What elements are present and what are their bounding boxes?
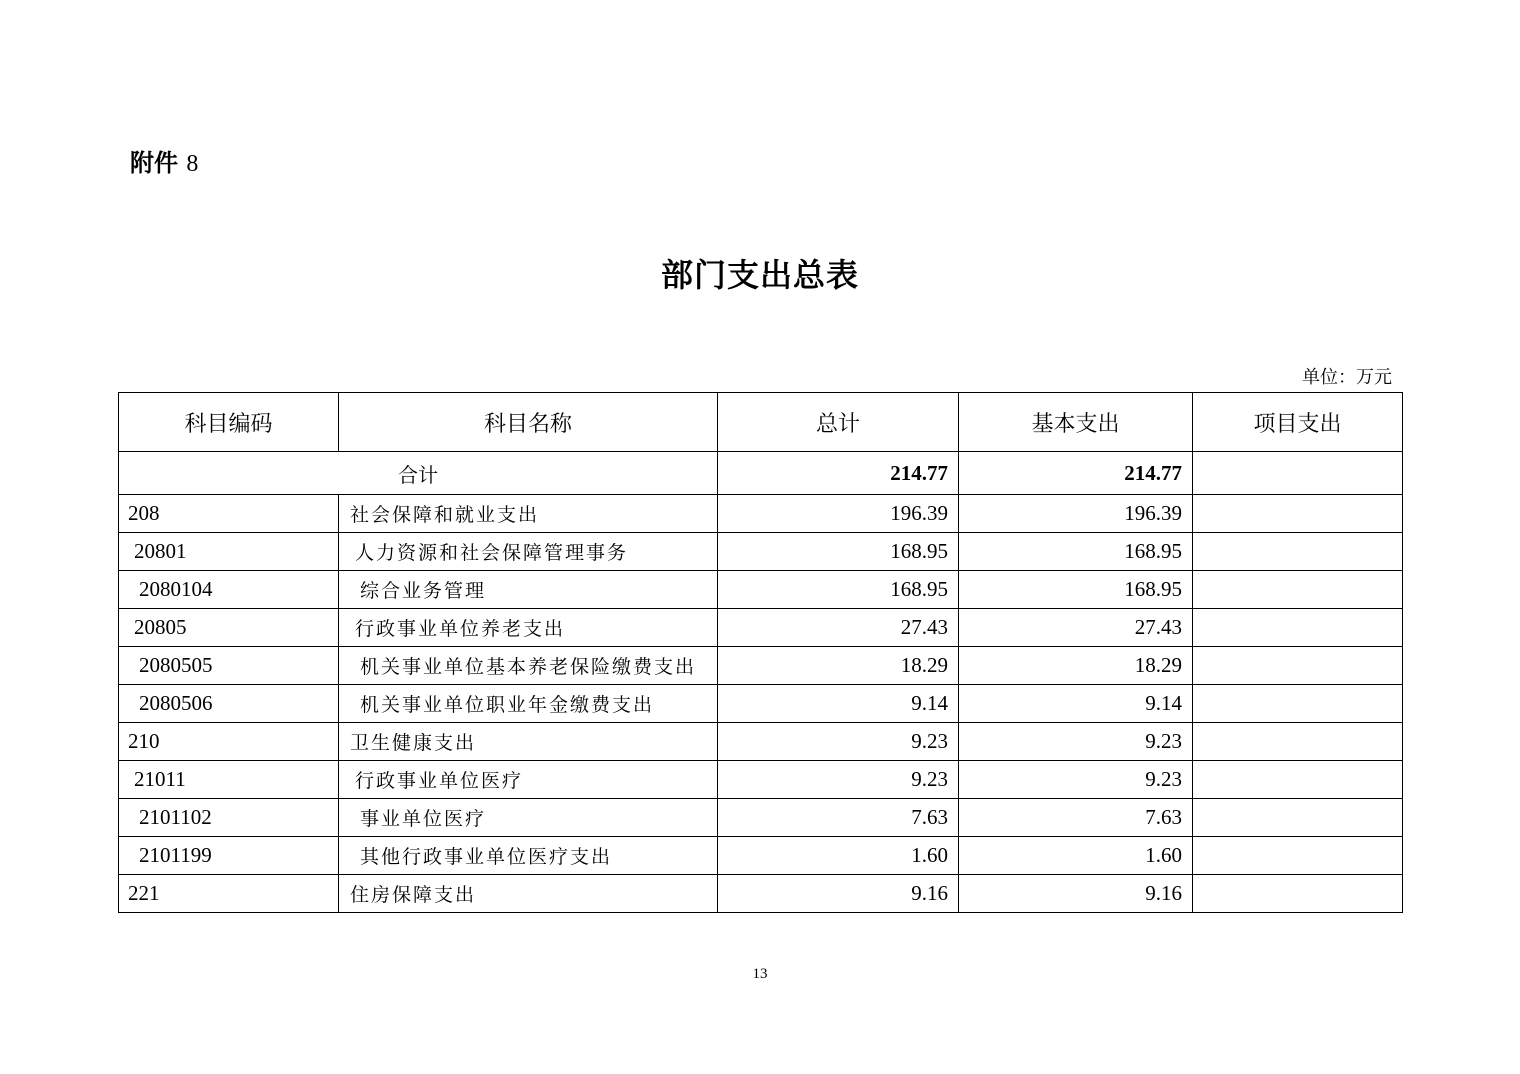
- row-basic: 196.39: [959, 495, 1193, 533]
- total-basic: 214.77: [959, 452, 1193, 495]
- total-sum: 214.77: [718, 452, 959, 495]
- table-row: [119, 761, 1403, 799]
- row-project: [1193, 875, 1403, 913]
- row-basic: 9.16: [959, 875, 1193, 913]
- row-total: 18.29: [718, 647, 959, 685]
- unit-label: 单位：万元: [1302, 367, 1392, 388]
- row-name: 机关事业单位基本养老保险缴费支出: [339, 647, 718, 685]
- row-name: 人力资源和社会保障管理事务: [339, 533, 718, 571]
- row-name: 行政事业单位养老支出: [339, 609, 718, 647]
- row-basic: 9.23: [959, 761, 1193, 799]
- row-code: 221: [119, 875, 339, 913]
- row-basic: 9.23: [959, 723, 1193, 761]
- row-total: 9.23: [718, 723, 959, 761]
- row-basic: 1.60: [959, 837, 1193, 875]
- row-code: 210: [119, 723, 339, 761]
- table-row: [119, 647, 1403, 685]
- row-code: 2101199: [119, 837, 339, 875]
- row-total: 9.23: [718, 761, 959, 799]
- page-number: 13: [752, 966, 768, 982]
- row-project: [1193, 647, 1403, 685]
- row-code: 2101102: [119, 799, 339, 837]
- expenditure-table: [118, 392, 1403, 913]
- table-row: [119, 533, 1403, 571]
- table-header-row: [119, 393, 1403, 452]
- row-project: [1193, 837, 1403, 875]
- table-row: [119, 837, 1403, 875]
- total-label: 合计: [119, 452, 718, 495]
- total-project: [1193, 452, 1403, 495]
- total-row: [119, 452, 1403, 495]
- page-title: 部门支出总表: [660, 256, 859, 294]
- row-total: 7.63: [718, 799, 959, 837]
- row-project: [1193, 685, 1403, 723]
- table-row: [119, 571, 1403, 609]
- row-basic: 168.95: [959, 533, 1193, 571]
- row-project: [1193, 609, 1403, 647]
- header-basic: 基本支出: [959, 393, 1193, 452]
- row-total: 168.95: [718, 571, 959, 609]
- row-code: 2080505: [119, 647, 339, 685]
- row-project: [1193, 533, 1403, 571]
- row-total: 196.39: [718, 495, 959, 533]
- row-basic: 168.95: [959, 571, 1193, 609]
- row-name: 行政事业单位医疗: [339, 761, 718, 799]
- row-project: [1193, 799, 1403, 837]
- row-project: [1193, 571, 1403, 609]
- table-row: [119, 685, 1403, 723]
- row-code: 2080104: [119, 571, 339, 609]
- attachment-text: 附件: [130, 149, 178, 177]
- row-total: 9.16: [718, 875, 959, 913]
- row-name: 住房保障支出: [339, 875, 718, 913]
- header-name: 科目名称: [339, 393, 718, 452]
- row-project: [1193, 761, 1403, 799]
- row-code: 20801: [119, 533, 339, 571]
- row-name: 综合业务管理: [339, 571, 718, 609]
- row-total: 168.95: [718, 533, 959, 571]
- attachment-number: 8: [186, 151, 199, 177]
- row-code: 2080506: [119, 685, 339, 723]
- row-name: 机关事业单位职业年金缴费支出: [339, 685, 718, 723]
- row-code: 21011: [119, 761, 339, 799]
- row-name: 卫生健康支出: [339, 723, 718, 761]
- table-row: [119, 875, 1403, 913]
- attachment-label: [130, 143, 198, 178]
- row-basic: 7.63: [959, 799, 1193, 837]
- table-row: [119, 723, 1403, 761]
- row-total: 27.43: [718, 609, 959, 647]
- row-code: 20805: [119, 609, 339, 647]
- header-total: 总计: [718, 393, 959, 452]
- row-project: [1193, 723, 1403, 761]
- row-basic: 9.14: [959, 685, 1193, 723]
- row-project: [1193, 495, 1403, 533]
- row-total: 1.60: [718, 837, 959, 875]
- row-basic: 18.29: [959, 647, 1193, 685]
- header-code: 科目编码: [119, 393, 339, 452]
- row-total: 9.14: [718, 685, 959, 723]
- row-name: 其他行政事业单位医疗支出: [339, 837, 718, 875]
- table-row: [119, 495, 1403, 533]
- header-project: 项目支出: [1193, 393, 1403, 452]
- row-name: 事业单位医疗: [339, 799, 718, 837]
- table-row: [119, 799, 1403, 837]
- row-code: 208: [119, 495, 339, 533]
- row-basic: 27.43: [959, 609, 1193, 647]
- row-name: 社会保障和就业支出: [339, 495, 718, 533]
- table-row: [119, 609, 1403, 647]
